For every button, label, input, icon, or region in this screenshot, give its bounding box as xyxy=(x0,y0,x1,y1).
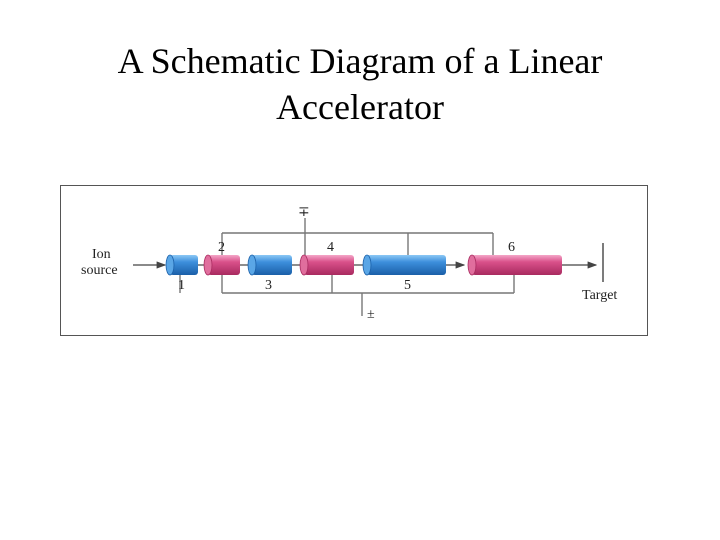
ion-source-label-line1: Ion xyxy=(92,247,111,262)
target-label: Target xyxy=(582,288,618,303)
polarity-top-symbol: ∓ xyxy=(298,205,310,220)
tube-label-5: 5 xyxy=(404,278,411,293)
tube-label-3: 3 xyxy=(265,278,272,293)
tube-label-4: 4 xyxy=(327,240,334,255)
drift-tube-5 xyxy=(363,255,446,275)
ion-source-label-line2: source xyxy=(81,263,118,278)
drift-tube-6 xyxy=(468,255,562,275)
lower-bus-wiring xyxy=(180,275,514,316)
title-line-2: Accelerator xyxy=(276,87,444,127)
tube-label-6: 6 xyxy=(508,240,515,255)
tube-label-2: 2 xyxy=(218,240,225,255)
title-line-1: A Schematic Diagram of a Linear xyxy=(117,41,603,81)
drift-tube-2 xyxy=(204,255,240,275)
tube-label-1: 1 xyxy=(178,278,185,293)
drift-tube-4 xyxy=(300,255,354,275)
drift-tube-3 xyxy=(248,255,292,275)
polarity-bottom-symbol: ± xyxy=(367,307,375,322)
drift-tube-1 xyxy=(166,255,198,275)
upper-bus-wiring xyxy=(222,218,493,255)
